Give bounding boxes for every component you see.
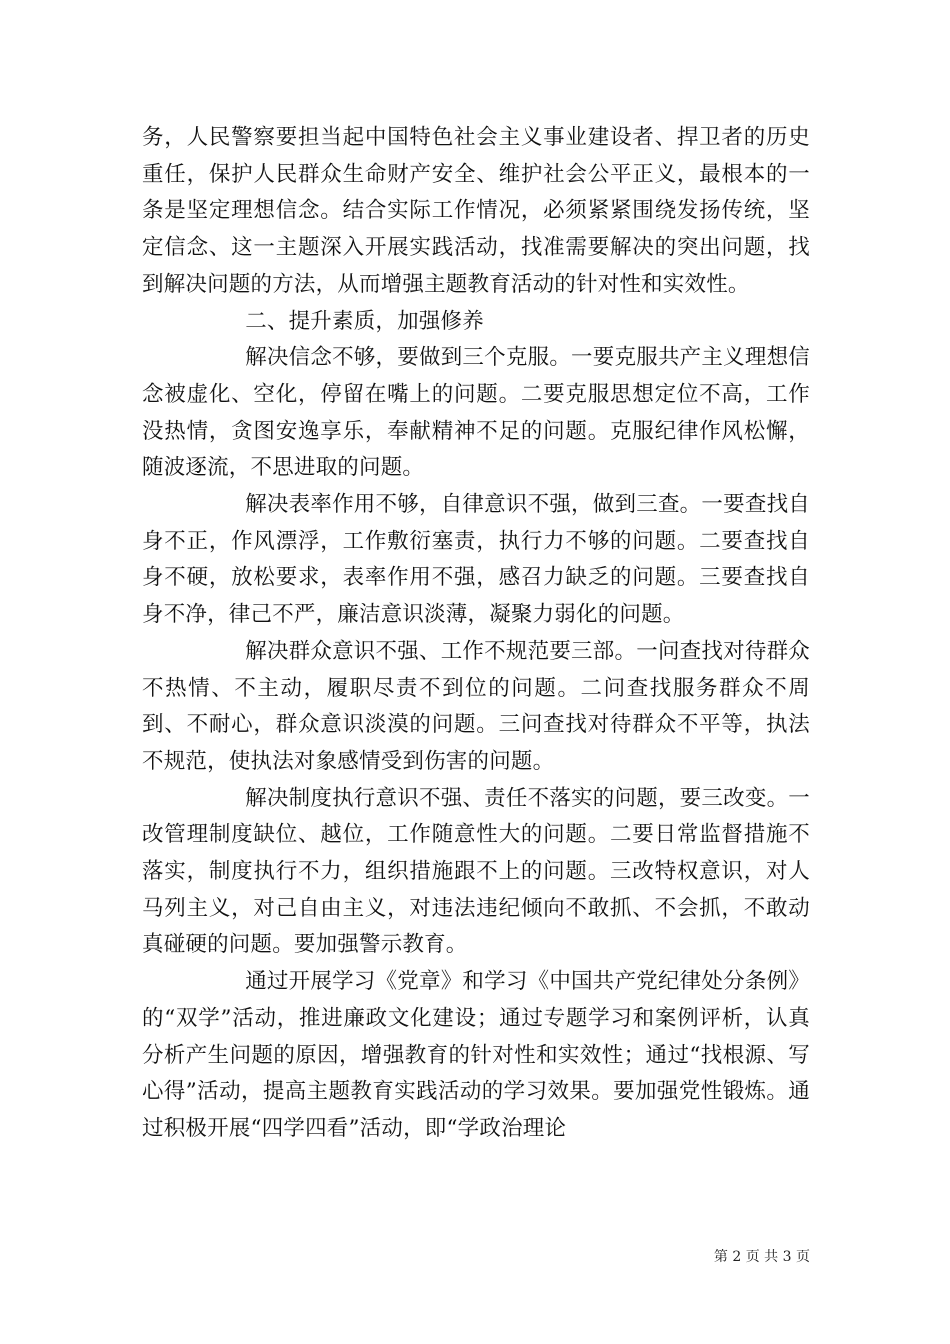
section-heading: 二、提升素质，加强修养: [245, 308, 484, 334]
paragraph-continuation: 务，人民警察要担当起中国特色社会主义事业建设者、捍卫者的历史重任，保护人民群众生命财产安全、维护社会公平正义，最根本的一条是坚定理想信念。结合实际工作情况，必须紧紧围绕发扬传统，坚定信念、这一主题深入开展实践活动，找准需要解决的突出问题，找到解决问题的方法，从而增强主题教育活动的针对性和实效性。: [142, 125, 810, 297]
paragraph-belief: 解决信念不够，要做到三个克服。一要克服共产主义理想信念被虚化、空化，停留在嘴上的问题。二要克服思想定位不高，工作没热情，贪图安逸享乐，奉献精神不足的问题。克服纪律作风松懈，随波逐流，不思进取的问题。: [142, 345, 810, 481]
page-number-footer: 第 2 页 共 3 页: [713, 1249, 810, 1265]
paragraph-study-activities: 通过开展学习《党章》和学习《中国共产党纪律处分条例》的“双学”活动，推进廉政文化建设；通过专题学习和案例评析，认真分析产生问题的原因，增强教育的针对性和实效性；通过“找根源、写心得”活动，提高主题教育实践活动的学习效果。要加强党性锻炼。通过积极开展“四学四看”活动，即“学政治理论: [142, 969, 810, 1141]
paragraph-system-execution: 解决制度执行意识不强、责任不落实的问题，要三改变。一改管理制度缺位、越位，工作随意性大的问题。二要日常监督措施不落实，制度执行不力，组织措施跟不上的问题。三改特权意识，对人马列主义，对己自由主义，对违法违纪倾向不敢抓、不会抓，不敢动真碰硬的问题。要加强警示教育。: [142, 785, 810, 958]
paragraph-role-model: 解决表率作用不够，自律意识不强，做到三查。一要查找自身不正，作风漂浮，工作敷衍塞责，执行力不够的问题。二要查找自身不硬，放松要求，表率作用不强，感召力缺乏的问题。三要查找自身不净，律己不严，廉洁意识淡薄，凝聚力弱化的问题。: [142, 492, 810, 628]
document-body: [142, 120, 810, 1148]
paragraph-public-awareness: 解决群众意识不强、工作不规范要三部。一问查找对待群众不热情、不主动，履职尽责不到位的问题。二问查找服务群众不周到、不耐心，群众意识淡漠的问题。三问查找对待群众不平等，执法不规范，使执法对象感情受到伤害的问题。: [142, 638, 810, 774]
